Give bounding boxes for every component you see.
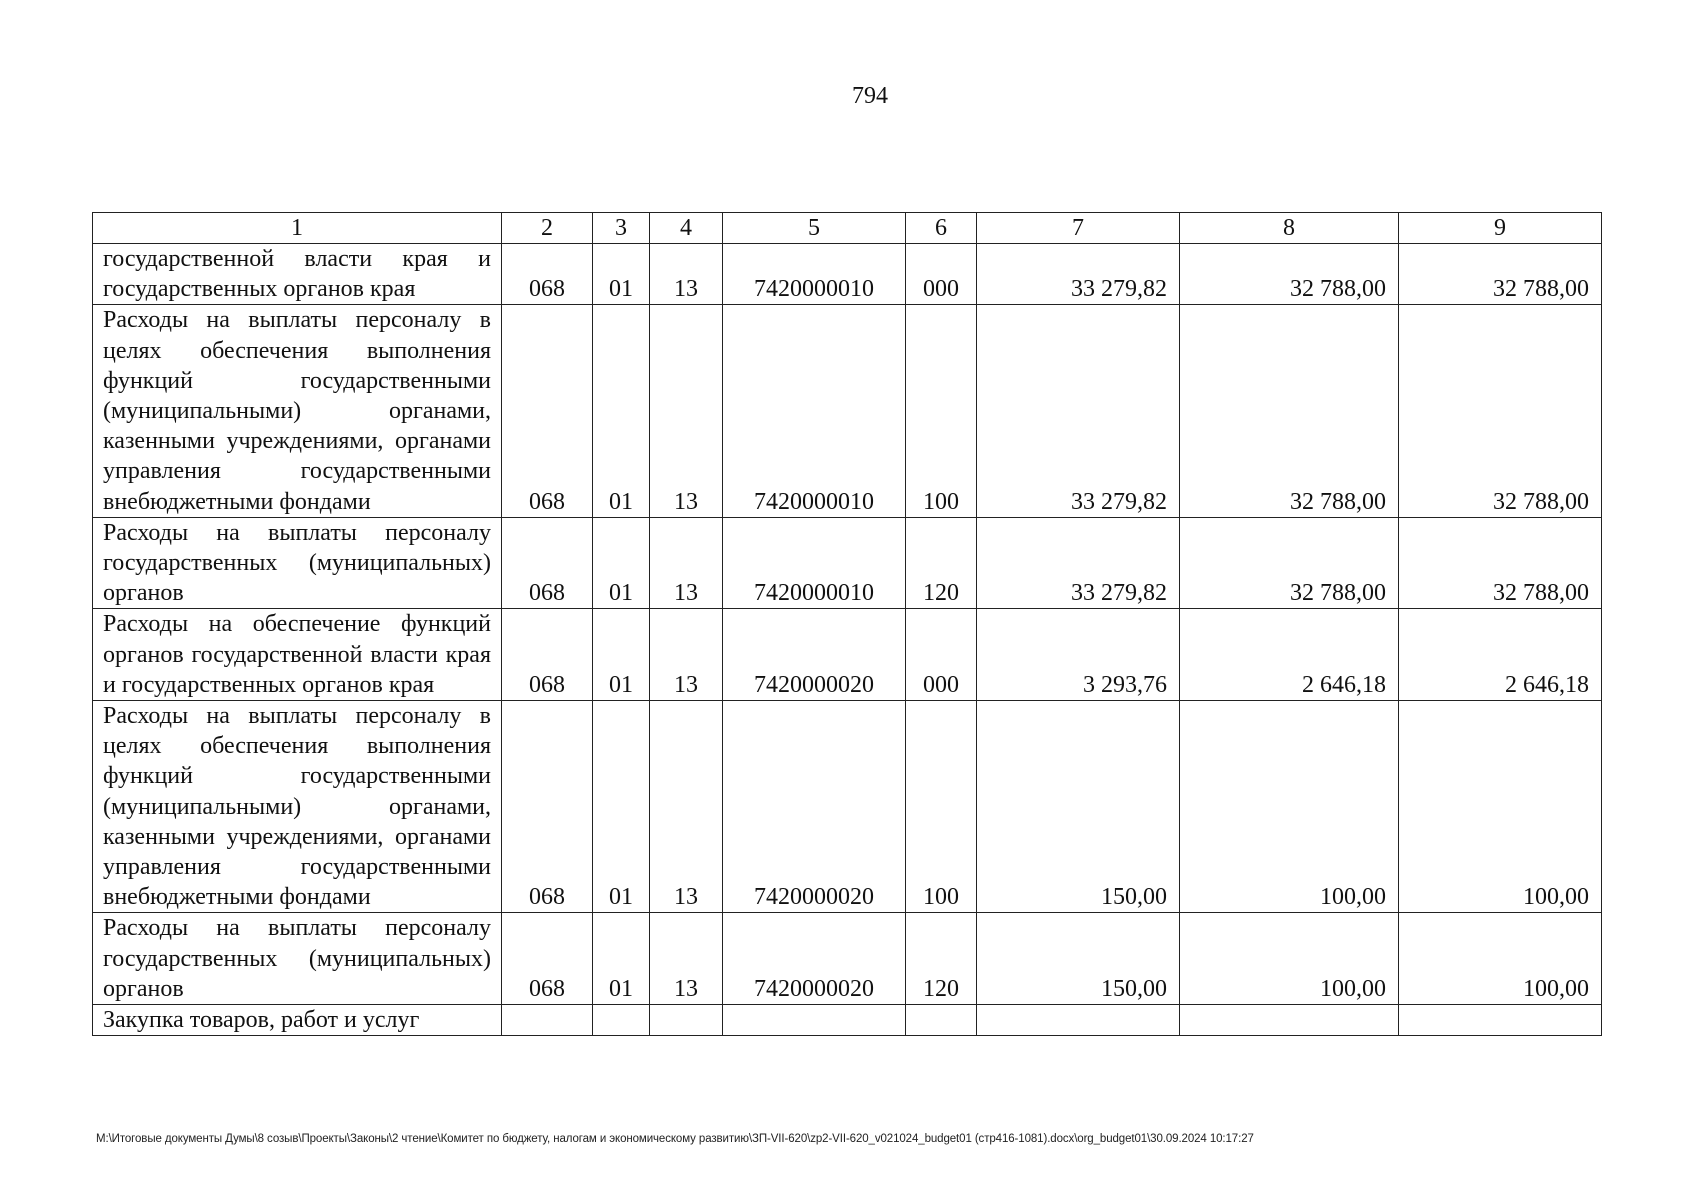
- footer-file-path: M:\Итоговые документы Думы\8 созыв\Проекты\Законы\2 чтение\Комитет по бюджету, налогам и экономическому развитию\ЗП-VII-620\zp2-VII-620_v021024_budget01 (стр416-1081).docx\org_budget01\30.09.2024 10:17:27: [96, 1133, 1254, 1145]
- amount-col7: 3 293,76: [977, 609, 1180, 701]
- ministry-code: 068: [502, 609, 593, 701]
- amount-col7: 150,00: [977, 701, 1180, 913]
- column-header: 3: [593, 213, 650, 244]
- row-description: Расходы на обеспечение функций органов государственной власти края и государственных органов края: [93, 609, 502, 701]
- target-item-code: 7420000020: [723, 609, 906, 701]
- subsection-code: 13: [650, 913, 723, 1005]
- section-code: 01: [593, 244, 650, 305]
- amount-col9: 100,00: [1399, 701, 1602, 913]
- row-description: Расходы на выплаты персоналу в целях обеспечения выполнения функций государственными (муниципальными) органами, казенными учреждениями, органами управления государственными внебюджетными фондами: [93, 305, 502, 517]
- table-row: [93, 701, 1602, 913]
- ministry-code: 068: [502, 701, 593, 913]
- amount-col9: [1399, 1005, 1602, 1036]
- section-code: 01: [593, 609, 650, 701]
- subsection-code: 13: [650, 244, 723, 305]
- amount-col9: 100,00: [1399, 913, 1602, 1005]
- target-item-code: [723, 1005, 906, 1036]
- ministry-code: [502, 1005, 593, 1036]
- ministry-code: 068: [502, 517, 593, 609]
- row-description: Закупка товаров, работ и услуг: [93, 1005, 502, 1036]
- target-item-code: 7420000010: [723, 244, 906, 305]
- amount-col8: 32 788,00: [1180, 244, 1399, 305]
- column-header: 5: [723, 213, 906, 244]
- table-row: [93, 305, 1602, 517]
- target-item-code: 7420000010: [723, 517, 906, 609]
- table-row: [93, 244, 1602, 305]
- column-header: 2: [502, 213, 593, 244]
- expense-type-code: 120: [906, 517, 977, 609]
- subsection-code: 13: [650, 305, 723, 517]
- column-number-row: [93, 213, 1602, 244]
- target-item-code: 7420000010: [723, 305, 906, 517]
- table-row: [93, 517, 1602, 609]
- expense-type-code: [906, 1005, 977, 1036]
- expense-type-code: 100: [906, 701, 977, 913]
- table-row: [93, 609, 1602, 701]
- row-description: Расходы на выплаты персоналу государственных (муниципальных) органов: [93, 913, 502, 1005]
- row-description: Расходы на выплаты персоналу государственных (муниципальных) органов: [93, 517, 502, 609]
- amount-col7: [977, 1005, 1180, 1036]
- amount-col7: 33 279,82: [977, 517, 1180, 609]
- table-row: [93, 1005, 1602, 1036]
- amount-col9: 2 646,18: [1399, 609, 1602, 701]
- ministry-code: 068: [502, 244, 593, 305]
- column-header: 9: [1399, 213, 1602, 244]
- section-code: [593, 1005, 650, 1036]
- column-header: 7: [977, 213, 1180, 244]
- amount-col8: 32 788,00: [1180, 305, 1399, 517]
- row-description: Расходы на выплаты персоналу в целях обеспечения выполнения функций государственными (муниципальными) органами, казенными учреждениями, органами управления государственными внебюджетными фондами: [93, 701, 502, 913]
- column-header: 8: [1180, 213, 1399, 244]
- page-number: 794: [852, 83, 888, 109]
- subsection-code: 13: [650, 701, 723, 913]
- subsection-code: 13: [650, 517, 723, 609]
- ministry-code: 068: [502, 913, 593, 1005]
- amount-col9: 32 788,00: [1399, 517, 1602, 609]
- amount-col7: 33 279,82: [977, 244, 1180, 305]
- expense-type-code: 000: [906, 244, 977, 305]
- expense-type-code: 000: [906, 609, 977, 701]
- expense-type-code: 100: [906, 305, 977, 517]
- column-header: 6: [906, 213, 977, 244]
- budget-table: [92, 212, 1602, 1036]
- section-code: 01: [593, 305, 650, 517]
- amount-col8: 100,00: [1180, 913, 1399, 1005]
- section-code: 01: [593, 913, 650, 1005]
- amount-col8: 32 788,00: [1180, 517, 1399, 609]
- table-row: [93, 913, 1602, 1005]
- amount-col7: 33 279,82: [977, 305, 1180, 517]
- subsection-code: [650, 1005, 723, 1036]
- amount-col9: 32 788,00: [1399, 244, 1602, 305]
- expense-type-code: 120: [906, 913, 977, 1005]
- amount-col8: 100,00: [1180, 701, 1399, 913]
- amount-col7: 150,00: [977, 913, 1180, 1005]
- row-description: государственной власти края и государственных органов края: [93, 244, 502, 305]
- section-code: 01: [593, 701, 650, 913]
- column-header: 4: [650, 213, 723, 244]
- column-header: 1: [93, 213, 502, 244]
- ministry-code: 068: [502, 305, 593, 517]
- amount-col8: 2 646,18: [1180, 609, 1399, 701]
- amount-col8: [1180, 1005, 1399, 1036]
- amount-col9: 32 788,00: [1399, 305, 1602, 517]
- target-item-code: 7420000020: [723, 701, 906, 913]
- target-item-code: 7420000020: [723, 913, 906, 1005]
- subsection-code: 13: [650, 609, 723, 701]
- section-code: 01: [593, 517, 650, 609]
